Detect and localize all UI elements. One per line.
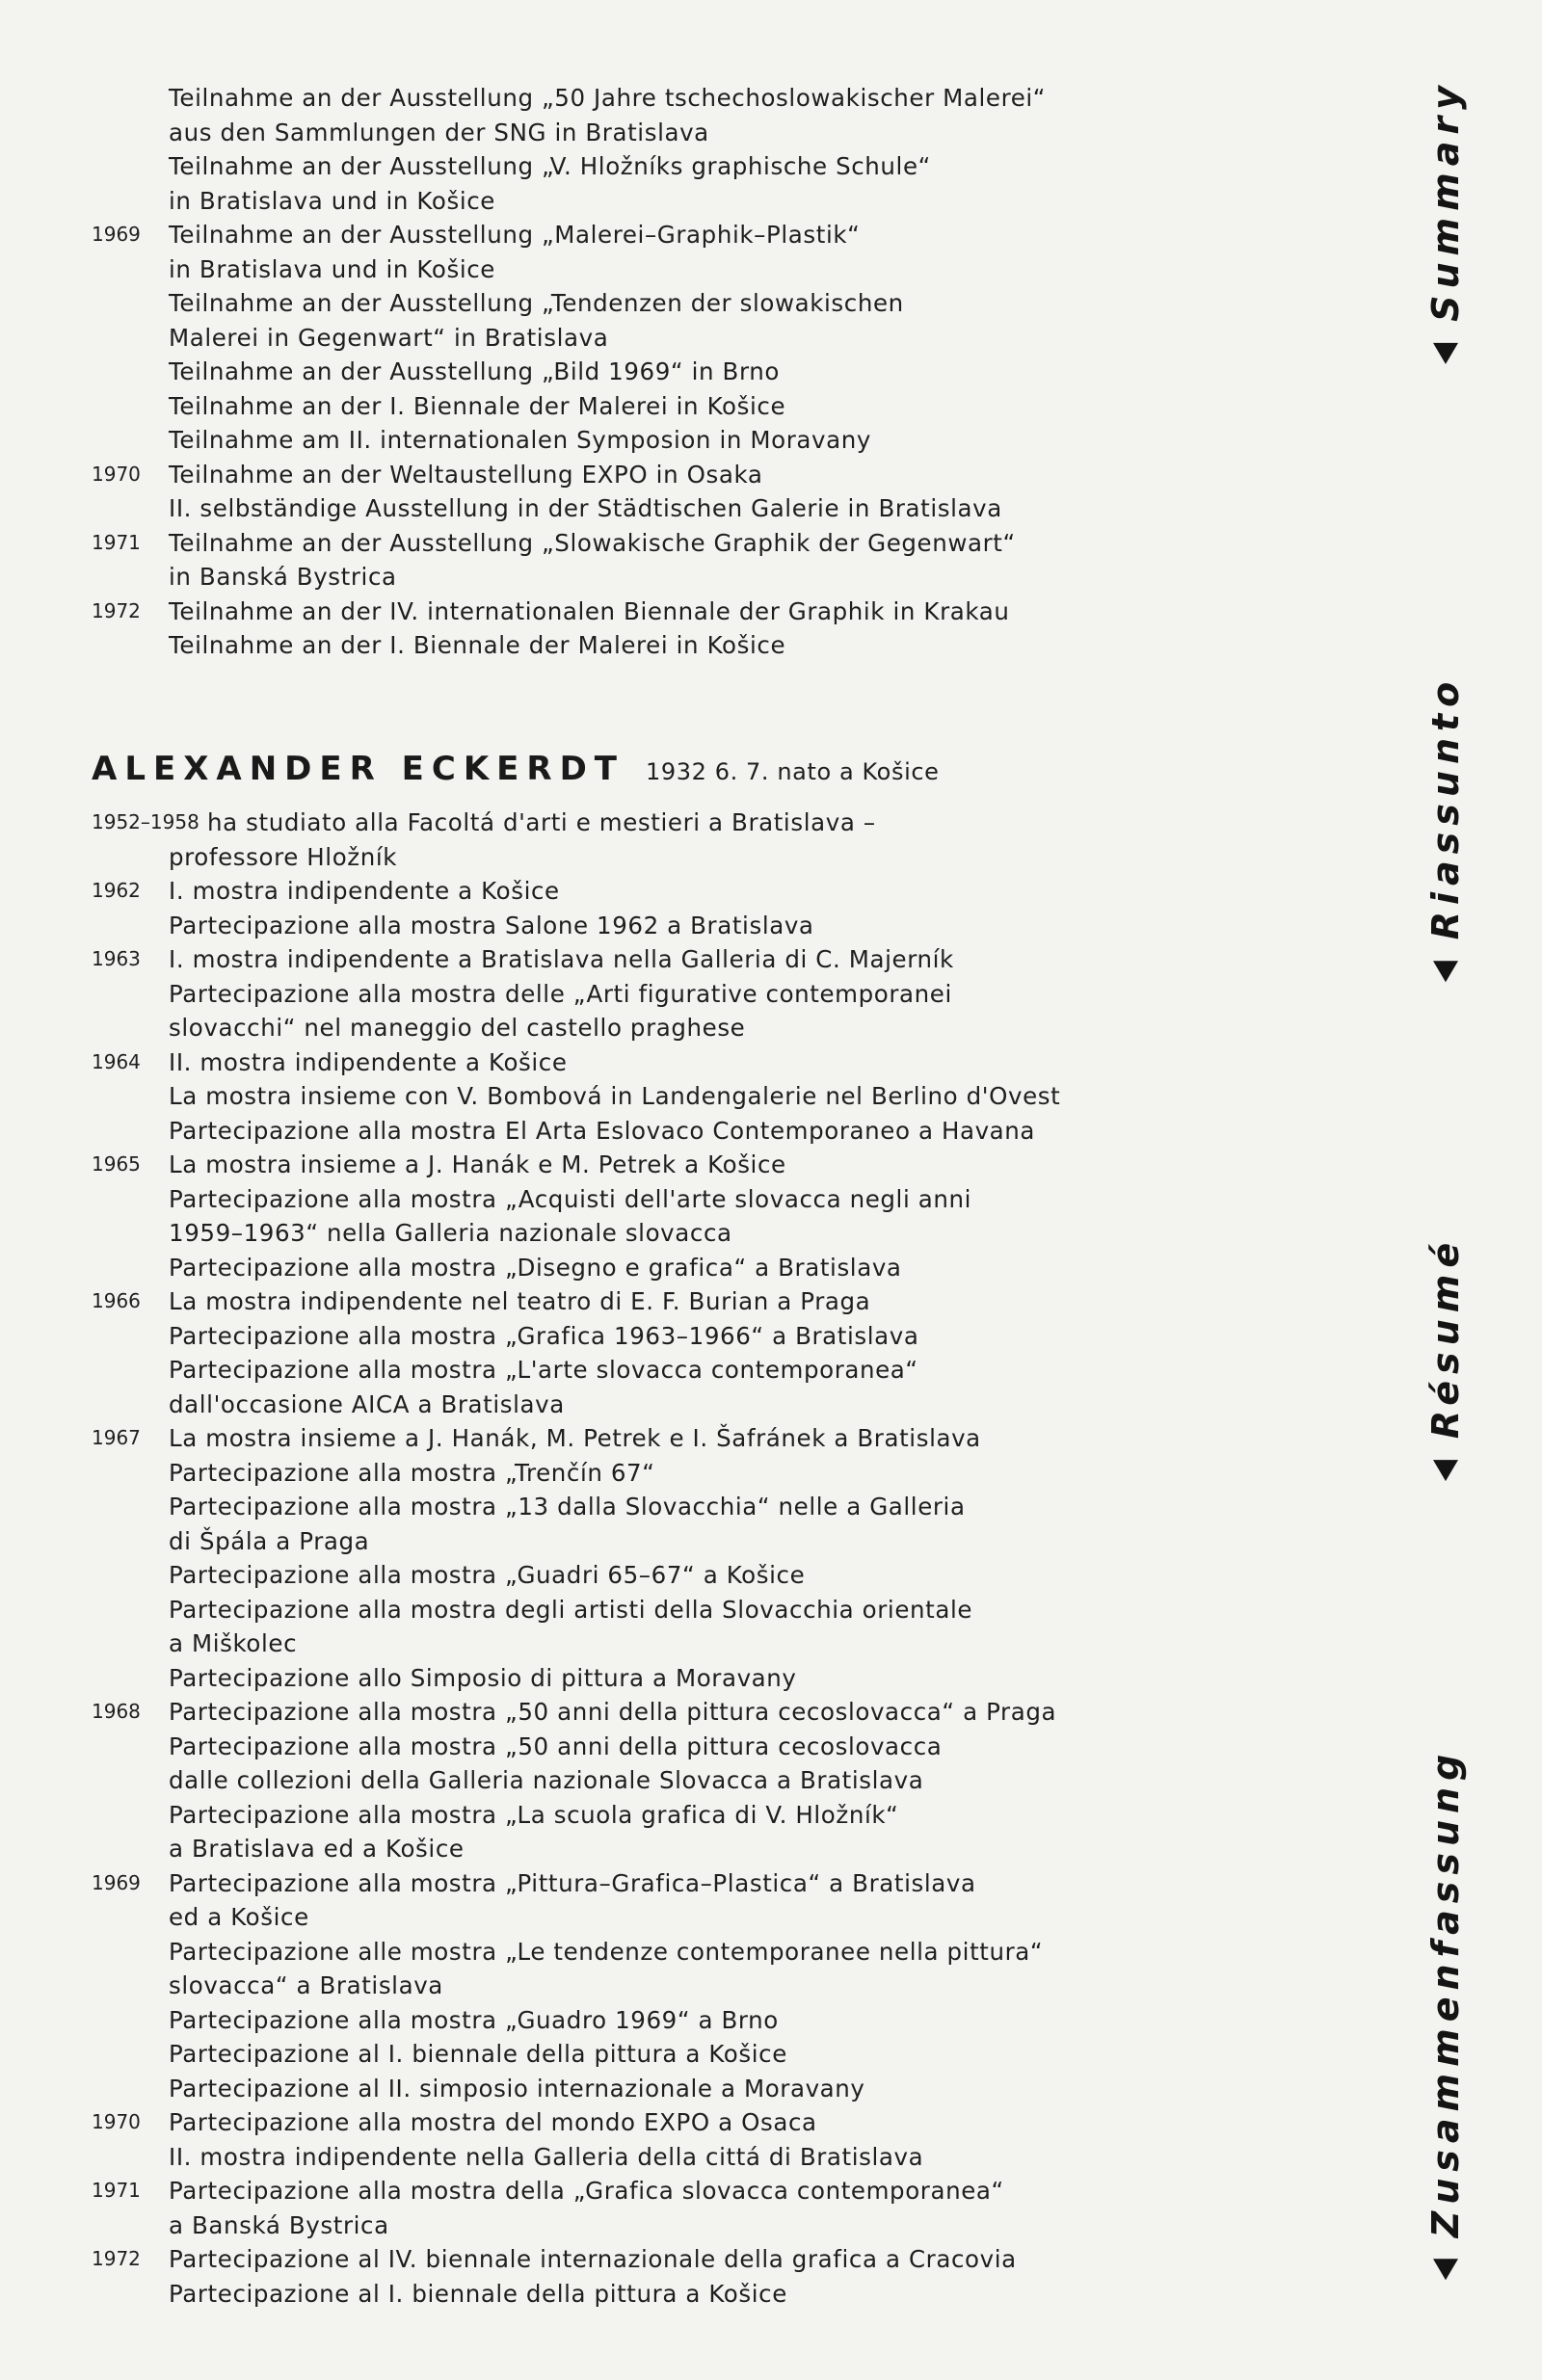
entry-line	[92, 1969, 1152, 2003]
entry-text: Teilnahme an der Ausstellung „50 Jahre tschechoslowakischer Malerei“	[169, 84, 1047, 112]
entry-line	[92, 874, 1152, 909]
entry-text: professore Hložník	[169, 842, 398, 871]
entry-year: 1969	[92, 223, 141, 246]
entry-text: a Miškolec	[169, 1629, 298, 1657]
artist-name: ALEXANDER ECKERDT	[92, 750, 625, 788]
entry-line	[92, 286, 1152, 321]
entry-year: 1971	[92, 2179, 141, 2202]
entry-text: La mostra indipendente nel teatro di E. F. Burian a Praga	[169, 1287, 871, 1315]
entry-text: Partecipazione al IV. biennale internazionale della grafica a Cracovia	[169, 2245, 1017, 2273]
entry-text: Partecipazione alla mostra „Acquisti dell'arte slovacca negli anni	[169, 1184, 972, 1213]
entry-text: Partecipazione alle mostra „Le tendenze contemporanee nella pittura“	[169, 1937, 1044, 1966]
entry-year: 1972	[92, 2247, 141, 2270]
entry-line	[92, 909, 1152, 943]
entry-line	[92, 389, 1152, 424]
entry-line	[92, 1251, 1152, 1285]
entry-line	[92, 526, 1152, 561]
tab-summary-label: Summary	[1424, 79, 1467, 322]
entry-year: 1968	[92, 1700, 141, 1723]
entry-line	[92, 458, 1152, 492]
entry-line	[92, 1456, 1152, 1491]
entry-text: ed a Košice	[169, 1903, 309, 1931]
entry-text: in Banská Bystrica	[169, 563, 397, 591]
italian-biography-list	[92, 806, 1152, 2311]
triangle-arrow-icon	[1433, 343, 1458, 364]
artist-header	[92, 750, 940, 788]
entry-text: La mostra insieme a J. Hanák e M. Petrek a Košice	[169, 1150, 786, 1178]
entry-text: Partecipazione alla mostra „50 anni della pittura cecoslovacca	[169, 1732, 943, 1760]
entry-line	[92, 1866, 1152, 1901]
entry-line	[92, 2242, 1152, 2277]
entry-text: II. mostra indipendente a Košice	[169, 1047, 568, 1076]
triangle-arrow-icon	[1433, 961, 1458, 982]
entry-line	[92, 116, 1152, 150]
entry-text: I. mostra indipendente a Košice	[169, 877, 560, 905]
entry-line	[92, 1626, 1152, 1661]
entry-year: 1972	[92, 598, 141, 622]
entry-line	[92, 491, 1152, 526]
tab-zusammenfassung-label: Zusammenfassung	[1424, 1747, 1467, 2238]
entry-text: Teilnahme an der Ausstellung „Malerei–Graphik–Plastik“	[169, 221, 861, 249]
entry-line	[92, 1935, 1152, 1970]
entry-line	[92, 1798, 1152, 1833]
entry-line	[92, 1695, 1152, 1730]
entry-year: 1963	[92, 947, 141, 970]
entry-line	[92, 1593, 1152, 1627]
entry-text: Partecipazione alla mostra Salone 1962 a Bratislava	[169, 911, 814, 939]
entry-line	[92, 2003, 1152, 2038]
entry-line	[92, 1182, 1152, 1217]
entry-text: Partecipazione alla mostra „L'arte slovacca contemporanea“	[169, 1356, 918, 1384]
entry-line	[92, 1353, 1152, 1388]
entry-text: Partecipazione alla mostra „50 anni della pittura cecoslovacca“ a Praga	[169, 1698, 1057, 1726]
entry-line	[92, 2140, 1152, 2175]
tab-resume-label: Résumé	[1424, 1235, 1467, 1440]
german-exhibitions-list	[92, 81, 1152, 663]
entry-text: di Špála a Praga	[169, 1526, 370, 1555]
entry-line	[92, 149, 1152, 184]
entry-text: Partecipazione alla mostra degli artisti della Slovacchia orientale	[169, 1595, 973, 1624]
entry-text: dalle collezioni della Galleria nazionale Slovacca a Bratislava	[169, 1766, 924, 1794]
entry-year: 1967	[92, 1426, 141, 1449]
language-tabs	[1388, 0, 1542, 2380]
entry-line	[92, 1524, 1152, 1559]
entry-year: 1962	[92, 879, 141, 902]
entry-line	[92, 1079, 1152, 1114]
entry-text: Teilnahme an der Ausstellung „V. Hložníks graphische Schule“	[169, 152, 931, 180]
entry-line	[92, 81, 1152, 116]
entry-line	[92, 1763, 1152, 1798]
entry-text: Partecipazione alla mostra „La scuola grafica di V. Hložník“	[169, 1800, 899, 1829]
entry-text: ha studiato alla Facoltá d'arti e mestieri a Bratislava –	[207, 808, 876, 836]
entry-year: 1966	[92, 1289, 141, 1312]
entry-year: 1969	[92, 1870, 141, 1894]
entry-line	[92, 1045, 1152, 1080]
entry-text: Teilnahme an der I. Biennale der Malerei in Košice	[169, 631, 786, 659]
entry-line	[92, 1114, 1152, 1149]
entry-text: La mostra insieme a J. Hanák, M. Petrek e I. Šafránek a Bratislava	[169, 1424, 981, 1452]
entry-text: Partecipazione alla mostra „Grafica 1963–1966“ a Bratislava	[169, 1321, 919, 1350]
entry-line	[92, 1388, 1152, 1422]
entry-text: Teilnahme an der I. Biennale der Malerei in Košice	[169, 391, 786, 420]
entry-text: Teilnahme an der Ausstellung „Slowakische Graphik der Gegenwart“	[169, 528, 1016, 557]
entry-text: II. mostra indipendente nella Galleria della cittá di Bratislava	[169, 2142, 924, 2171]
triangle-arrow-icon	[1433, 2259, 1458, 2280]
entry-text: La mostra insieme con V. Bombová in Landengalerie nel Berlino d'Ovest	[169, 1082, 1061, 1110]
entry-year: 1971	[92, 530, 141, 554]
entry-text: Malerei in Gegenwart“ in Bratislava	[169, 323, 609, 352]
entry-line	[92, 1730, 1152, 1764]
entry-text: Partecipazione alla mostra „Pittura–Grafica–Plastica“ a Bratislava	[169, 1868, 976, 1897]
entry-line	[92, 1284, 1152, 1319]
entry-year: 1970	[92, 462, 141, 486]
entry-year: 1970	[92, 2110, 141, 2133]
entry-text: in Bratislava und in Košice	[169, 254, 495, 283]
artist-birth: 1932 6. 7. nato a Košice	[646, 758, 940, 785]
entry-text: Partecipazione alla mostra „13 dalla Slovacchia“ nelle a Galleria	[169, 1493, 966, 1521]
entry-line	[92, 1148, 1152, 1182]
entry-line	[92, 1319, 1152, 1354]
entry-text: Teilnahme an der Weltaustellung EXPO in Osaka	[169, 460, 763, 489]
entry-text: Partecipazione al I. biennale della pittura a Košice	[169, 2279, 787, 2308]
entry-text: Partecipazione alla mostra della „Grafica slovacca contemporanea“	[169, 2177, 1004, 2205]
entry-text: Partecipazione alla mostra El Arta Eslovaco Contemporaneo a Havana	[169, 1116, 1036, 1145]
entry-text: Partecipazione al I. biennale della pittura a Košice	[169, 2040, 787, 2068]
entry-text: Partecipazione alla mostra „Guadro 1969“ a Brno	[169, 2005, 779, 2034]
entry-line	[92, 2174, 1152, 2208]
entry-line	[92, 218, 1152, 252]
entry-line	[92, 321, 1152, 356]
entry-text: Partecipazione alla mostra „Trenčín 67“	[169, 1458, 655, 1487]
entry-line	[92, 2072, 1152, 2106]
entry-text: a Bratislava ed a Košice	[169, 1835, 465, 1863]
entry-text: Teilnahme am II. internationalen Symposion in Moravany	[169, 426, 871, 454]
entry-line	[92, 1558, 1152, 1593]
entry-line	[92, 1900, 1152, 1935]
entry-line	[92, 2105, 1152, 2140]
entry-text: Partecipazione allo Simposio di pittura a Moravany	[169, 1663, 797, 1692]
entry-text: Teilnahme an der IV. internationalen Biennale der Graphik in Krakau	[169, 596, 1010, 625]
entry-line	[92, 184, 1152, 219]
entry-line	[92, 840, 1152, 875]
entry-line	[92, 1661, 1152, 1696]
entry-text: a Banská Bystrica	[169, 2210, 389, 2239]
entry-line	[92, 2208, 1152, 2243]
entry-year: 1964	[92, 1049, 141, 1073]
entry-text: Partecipazione al II. simposio internazionale a Moravany	[169, 2074, 865, 2102]
entry-line	[92, 2277, 1152, 2312]
entry-line	[92, 1490, 1152, 1524]
entry-text: Teilnahme an der Ausstellung „Tendenzen der slowakischen	[169, 289, 904, 317]
entry-text: slovacchi“ nel maneggio del castello praghese	[169, 1014, 746, 1042]
tab-riassunto-label: Riassunto	[1424, 674, 1467, 940]
entry-line	[92, 628, 1152, 663]
entry-line	[92, 1011, 1152, 1045]
entry-line	[92, 560, 1152, 595]
entry-line	[92, 1832, 1152, 1866]
entry-line	[92, 977, 1152, 1012]
entry-text: Partecipazione alla mostra del mondo EXPO a Osaca	[169, 2108, 817, 2136]
entry-line	[92, 2037, 1152, 2072]
entry-text: Partecipazione alla mostra „Disegno e grafica“ a Bratislava	[169, 1253, 902, 1282]
entry-line: 1952–1958 ha studiato alla Facoltá d'arti e mestieri a Bratislava –	[92, 806, 1152, 840]
entry-text: slovacca“ a Bratislava	[169, 1971, 443, 1999]
entry-line	[92, 942, 1152, 977]
entry-line	[92, 252, 1152, 287]
entry-text: in Bratislava und in Košice	[169, 186, 495, 215]
entry-line	[92, 1216, 1152, 1251]
entry-text: Partecipazione alla mostra „Guadri 65–67“ a Košice	[169, 1561, 806, 1589]
entry-line	[92, 355, 1152, 389]
entry-text: II. selbständige Ausstellung in der Städtischen Galerie in Bratislava	[169, 494, 1002, 522]
entry-year: 1965	[92, 1152, 141, 1176]
entry-text: dall'occasione AICA a Bratislava	[169, 1389, 565, 1418]
entry-text: 1959–1963“ nella Galleria nazionale slovacca	[169, 1219, 732, 1247]
entry-text: I. mostra indipendente a Bratislava nella Galleria di C. Majerník	[169, 945, 954, 973]
entry-text: Teilnahme an der Ausstellung „Bild 1969“ in Brno	[169, 357, 780, 385]
entry-line	[92, 595, 1152, 629]
entry-line	[92, 1421, 1152, 1456]
triangle-arrow-icon	[1433, 1460, 1458, 1481]
entry-text: Partecipazione alla mostra delle „Arti figurative contemporanei	[169, 979, 952, 1008]
entry-text: aus den Sammlungen der SNG in Bratislava	[169, 118, 709, 146]
entry-line	[92, 423, 1152, 458]
